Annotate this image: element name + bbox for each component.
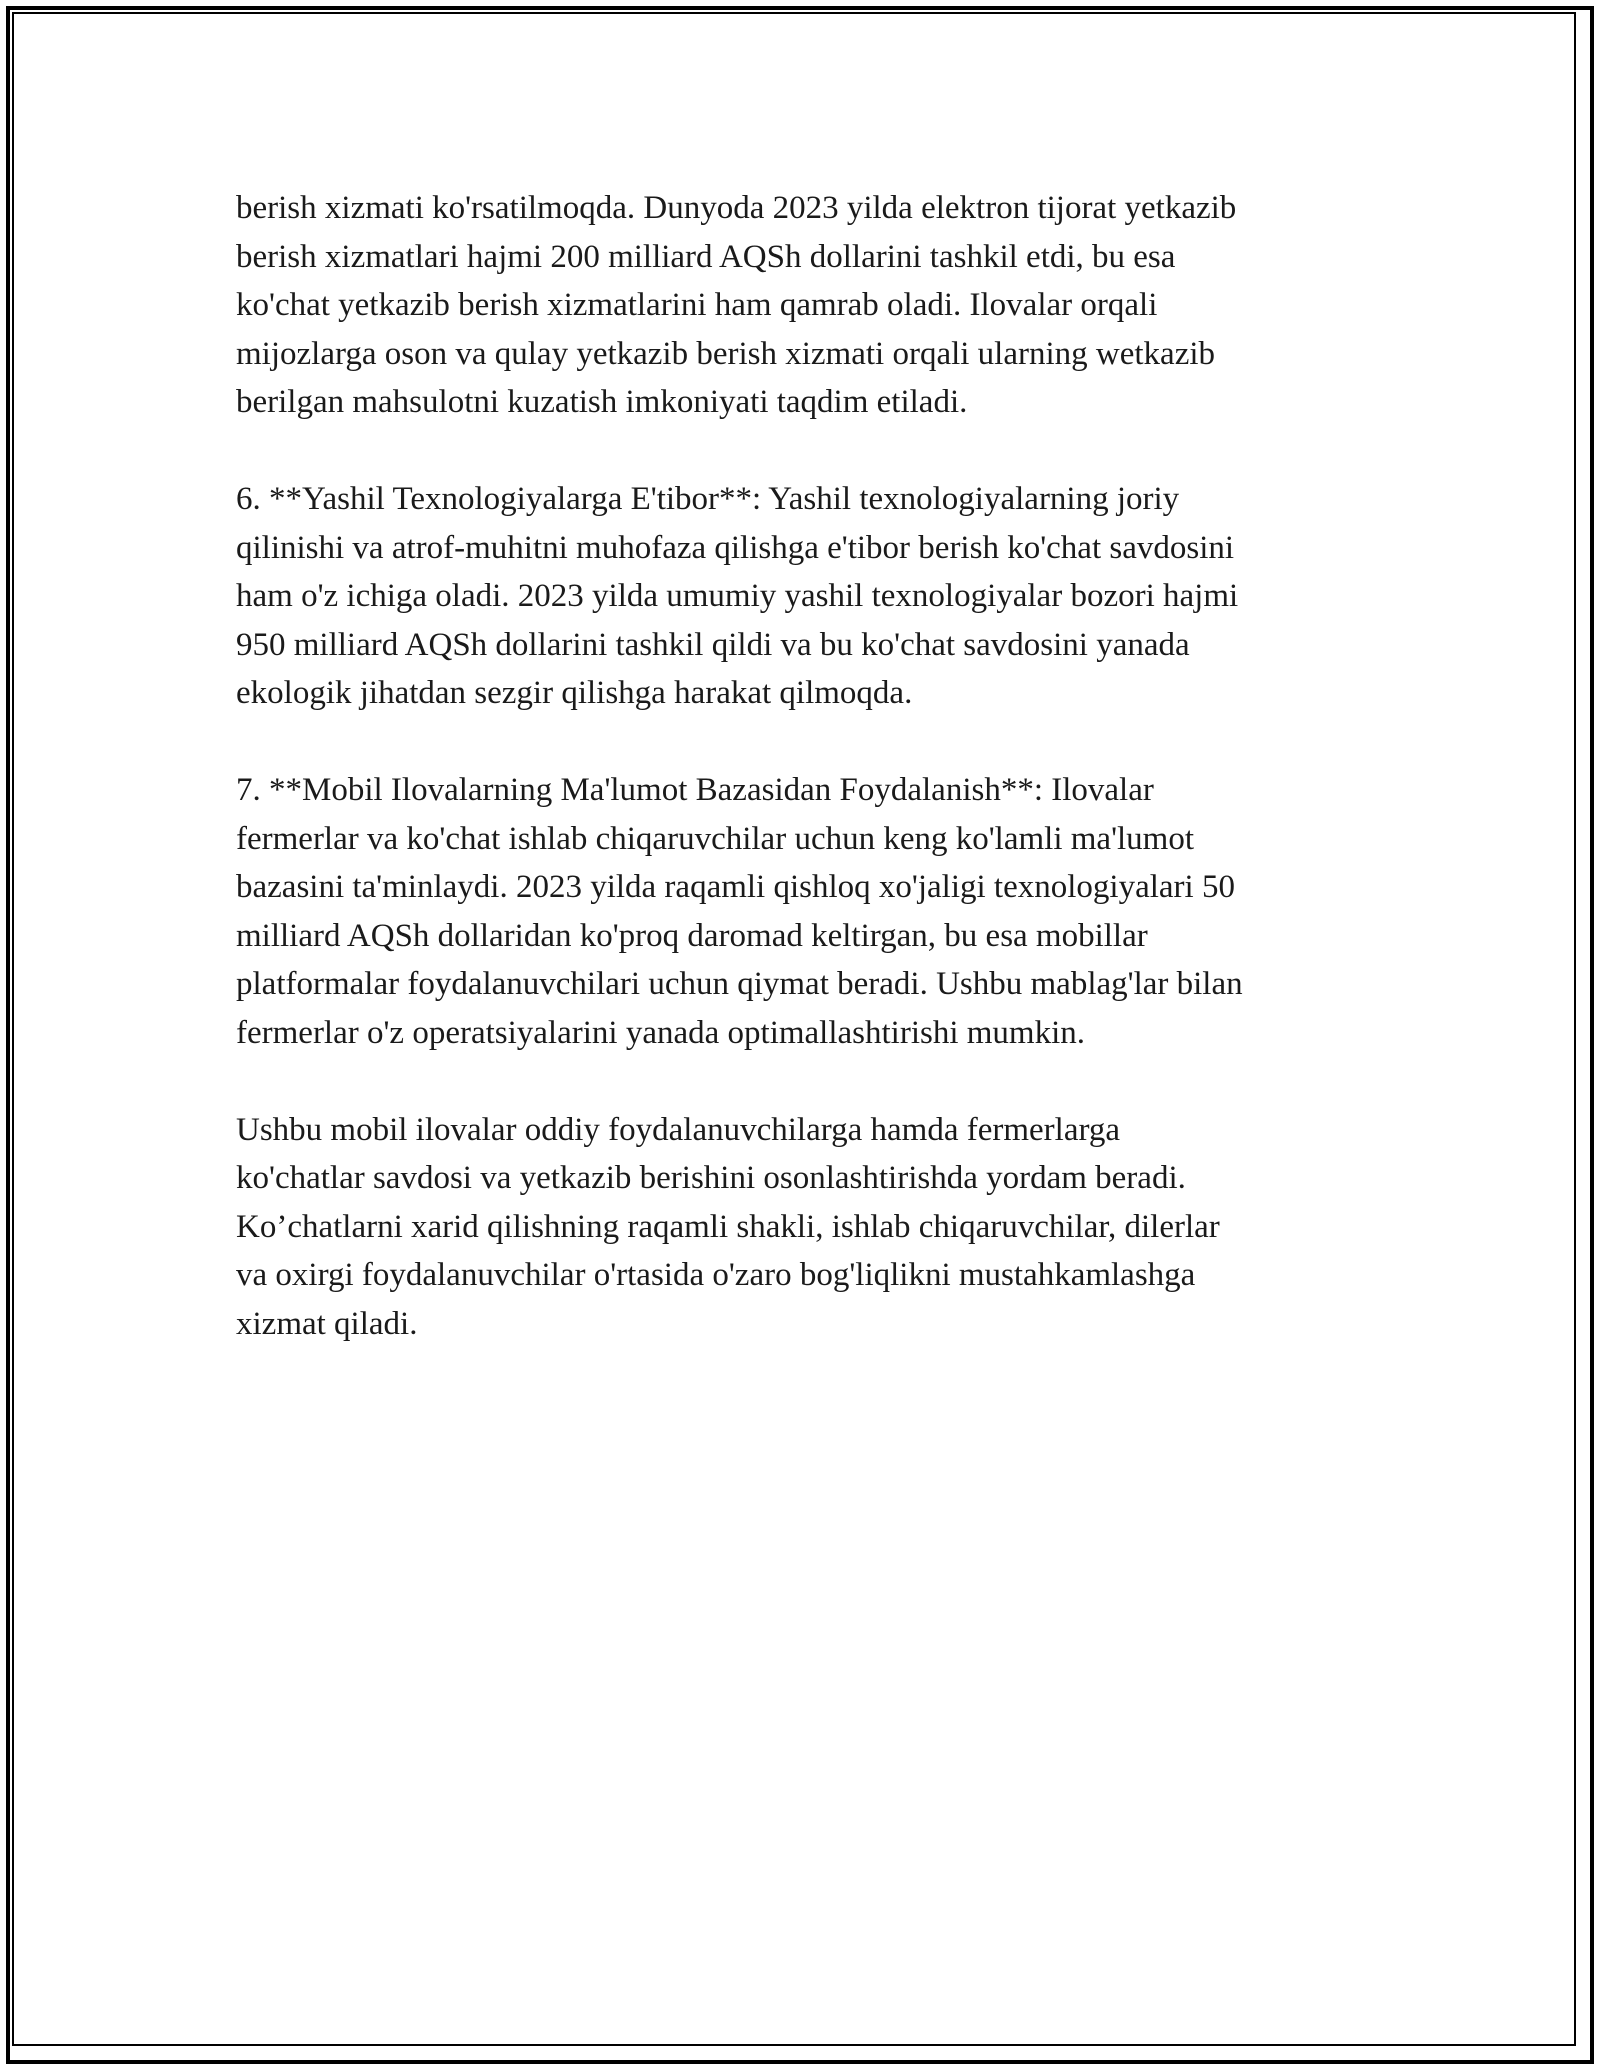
document-body [236,184,1366,1348]
paragraph-delivery-services: berish xizmati ko'rsatilmoqda. Dunyoda 2023 yilda elektron tijorat yetkazib berish xizmatlari hajmi 200 milliard AQSh dollarini tashkil etdi, bu esa ko'chat yetkazib berish xizmatlarini ham qamrab oladi. Ilovalar orqali mijozlarga oson va qulay yetkazib berish xizmati orqali ularning wetkazib berilgan mahsulotni kuzatish imkoniyati taqdim etiladi. [236,190,1237,420]
paragraph-green-technologies: 6. **Yashil Texnologiyalarga E'tibor**: Yashil texnologiyalarning joriy qilinishi va atrof-muhitni muhofaza qilishga e'tibor berish ko'chat savdosini ham o'z ichiga oladi. 2023 yilda umumiy yashil texnologiyalar bozori hajmi 950 milliard AQSh dollarini tashkil qildi va bu ko'chat savdosini yanada ekologik jihatdan sezgir qilishga harakat qilmoqda. [236,481,1239,711]
paragraph-conclusion: Ushbu mobil ilovalar oddiy foydalanuvchilarga hamda fermerlarga ko'chatlar savdosi va yetkazib berishini osonlashtirishda yordam beradi. Ko’chatlarni xarid qilishning raqamli shakli, ishlab chiqaruvchilar, dilerlar va oxirgi foydalanuvchilar o'rtasida o'zaro bog'liqlikni mustahkamlashga xizmat qiladi. [236,1111,1220,1342]
paragraph-mobile-database: 7. **Mobil Ilovalarning Ma'lumot Bazasidan Foydalanish**: Ilovalar fermerlar va ko'chat ishlab chiqaruvchilar uchun keng ko'lamli ma'lumot bazasini ta'minlaydi. 2023 yilda raqamli qishloq xo'jaligi texnologiyalari 50 milliard AQSh dollaridan ko'proq daromad keltirgan, bu esa mobillar platformalar foydalanuvchilari uchun qiymat beradi. Ushbu mablag'lar bilan fermerlar o'z operatsiyalarini yanada optimallashtirishi mumkin. [236,772,1243,1051]
